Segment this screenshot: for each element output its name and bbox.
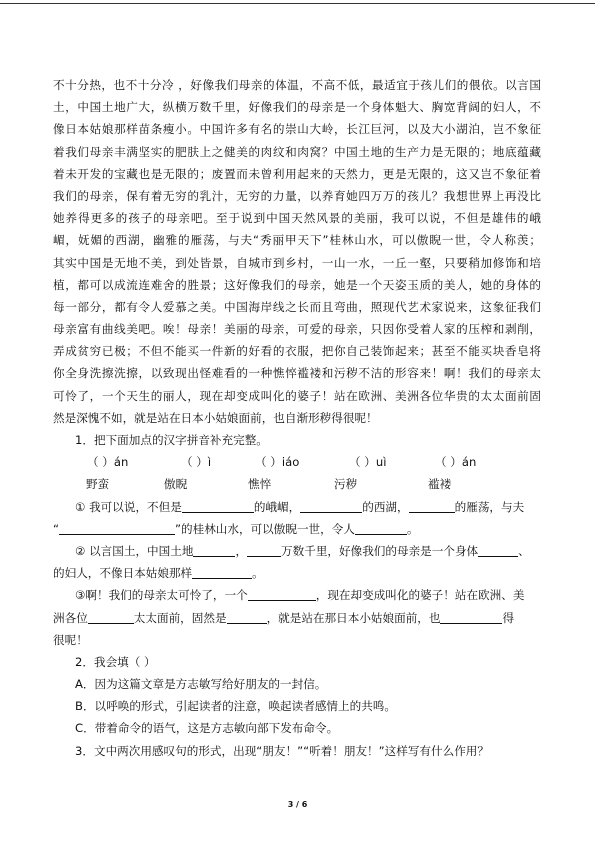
sentence-text: 万数千里，好像我们的母亲是一个身体 — [281, 543, 479, 558]
pinyin-blank[interactable]: （ ）uì — [349, 455, 387, 470]
passage-line: 每一部分，都有令人爱慕之美。中国海岸线之长而且弯曲，照现代艺术家说来，这象征我们 — [53, 299, 541, 314]
pinyin-row — [53, 451, 541, 473]
page-number: 3 / 6 — [287, 800, 308, 809]
pinyin-blank[interactable]: （ ）án — [87, 455, 129, 470]
question-1-title: 1．把下面加点的汉字拼音补充完整。 — [75, 433, 268, 447]
fill-blank[interactable] — [300, 499, 362, 513]
passage-line: 其实中国是无地不美，到处皆景，自城市到乡村，一山一水，一丘一壑，只要稍加修饰和培 — [53, 255, 541, 270]
option-b[interactable]: B．以呼唤的形式，引起读者的注意，唤起读者感情上的共鸣。 — [75, 699, 396, 714]
sentence-text: 、 — [518, 543, 530, 558]
fill-blank[interactable] — [193, 543, 235, 557]
sentence-text: 的雁荡，与夫 — [454, 499, 525, 514]
passage-line: 像日本姑娘那样苗条瘦小。中国许多有名的崇山大岭，长江巨河，以及大小湖泊，岂不象征 — [53, 122, 541, 137]
document-body — [53, 74, 541, 762]
fill-sentence-3-end: 很呢！ — [53, 632, 88, 647]
passage-line: 土，中国土地广大，纵横万数千里，好像我们的母亲是一个身体魁大、胸宽背阔的妇人，不 — [53, 100, 541, 115]
fill-blank[interactable] — [355, 521, 407, 535]
word: 污秽 — [334, 477, 358, 492]
sentence-text: 。 — [406, 521, 419, 536]
sentence-text: 的西湖， — [362, 499, 409, 514]
word: 野蛮 — [86, 477, 110, 492]
fill-sentence-1-cont — [53, 518, 541, 540]
pinyin-blank[interactable]: （ ）án — [435, 455, 477, 470]
passage-line: 植，都可以成流连难舍的胜景；这好像我们的母亲，她是一个天姿玉质的美人，她的身体的 — [53, 277, 541, 292]
fill-blank[interactable] — [478, 543, 518, 557]
question-2-title: 2．我会填（ ） — [75, 654, 156, 669]
fill-blank[interactable] — [409, 499, 455, 513]
passage-line: 可怜了，一个天生的丽人，现在却变成叫化的婆子！站在欧洲、美洲各位华贵的太太面前固 — [53, 388, 541, 403]
question-1 — [53, 429, 541, 651]
fill-sentence-1 — [53, 496, 541, 518]
passage-line: 着未开发的宝藏也是无限的；废置而未曾利用起来的天然力，更是无限的，这又岂不象征着 — [53, 166, 541, 181]
option-a[interactable]: A．因为这篇文章是方志敏写给好朋友的一封信。 — [75, 677, 327, 692]
sentence-text: ，现在却变成叫化的婆子！站在欧洲、美 — [315, 588, 525, 603]
passage-line: 我们的母亲，保有着无穷的乳汁，无穷的力量，以养育她四万万的孩儿？我想世界上再没比 — [53, 188, 541, 203]
sentence-text: ② 以言国土，中国土地 — [75, 543, 194, 558]
fill-blank[interactable] — [227, 610, 267, 624]
pinyin-blank[interactable]: （ ）ì — [181, 455, 212, 470]
passage-line: 着我们母亲丰满坚实的肥肤上之健美的肉纹和肉窝？中国土地的生产力是无限的；地底蕴藏 — [53, 144, 541, 159]
fill-blank[interactable] — [182, 499, 254, 513]
fill-blank[interactable] — [88, 610, 134, 624]
option-c[interactable]: C．带着命令的语气，这是方志敏向部下发布命令。 — [75, 721, 339, 736]
sentence-text: 太太面前，固然是 — [133, 610, 227, 625]
fill-blank[interactable] — [192, 565, 252, 579]
passage-line: 母亲富有曲线美吧。唉！母亲！美丽的母亲，可爱的母亲，只因你受着人家的压榨和剥削， — [53, 322, 541, 337]
fill-blank[interactable] — [247, 543, 281, 557]
passage — [53, 74, 541, 429]
question-2 — [53, 651, 541, 740]
passage-line: 然是深愧不如，就是站在日本小姑娘面前，也自渐形秽得很呢！ — [53, 410, 378, 425]
passage-line: 嵋，妩媚的西湖，幽雅的雁荡，与夫“秀丽甲天下”桂林山水，可以傲睨一世，令人称羡； — [53, 233, 541, 248]
fill-sentence-3-cont — [53, 607, 541, 629]
sentence-text: 洲各位 — [53, 610, 88, 625]
word: 褴褛 — [428, 477, 452, 492]
fill-blank[interactable] — [59, 521, 175, 535]
top-rule — [0, 3, 595, 4]
fill-sentence-2 — [53, 540, 541, 562]
sentence-text: 。 — [252, 566, 264, 581]
sentence-text: ③啊！我们的母亲太可怜了，一个 — [75, 588, 248, 603]
word: 傲睨 — [164, 477, 188, 492]
sentence-text: 的妇人，不像日本姑娘那样 — [53, 566, 193, 581]
sentence-text: “ — [53, 521, 60, 536]
question-3-title: 3．文中两次用感叹句的形式，出现“朋友！”“听着！朋友！”这样写有什么作用？ — [75, 743, 489, 758]
sentence-text: 的峨嵋， — [253, 499, 301, 514]
passage-line: 她养得更多的孩子的母亲吧。至于说到中国天然风景的美丽，我可以说，不但是雄伟的峨 — [53, 211, 541, 226]
fill-sentence-2-cont — [53, 562, 541, 584]
word: 憔悴 — [248, 477, 272, 492]
passage-line: 不十分热，也不十分冷 ，好像我们母亲的体温，不高不低，最适宜于孩儿们的偎依。以言国 — [53, 78, 541, 92]
fill-blank[interactable] — [248, 587, 316, 601]
sentence-text: ”的桂林山水，可以傲睨一世，令人 — [175, 521, 355, 536]
fill-blank[interactable] — [440, 610, 502, 624]
sentence-text: ① 我可以说，不但是 — [75, 499, 182, 514]
sentence-text: ， — [235, 543, 248, 558]
pinyin-blank[interactable]: （ ）iáo — [255, 455, 300, 470]
sentence-text: ，就是站在那日本小姑娘面前，也 — [266, 610, 441, 625]
fill-sentence-3 — [53, 584, 541, 606]
passage-line: 弄成贫穷已极；不但不能买一件新的好看的衣服，把你自己装饰起来；甚至不能买块香皂将 — [53, 344, 541, 359]
word-row — [53, 473, 541, 495]
passage-line: 你全身洗擦洗擦，以致现出怪难看的一种憔悴褴褛和污秽不洁的形容来！啊！我们的母亲太 — [53, 366, 541, 381]
sentence-text: 得 — [502, 610, 515, 625]
